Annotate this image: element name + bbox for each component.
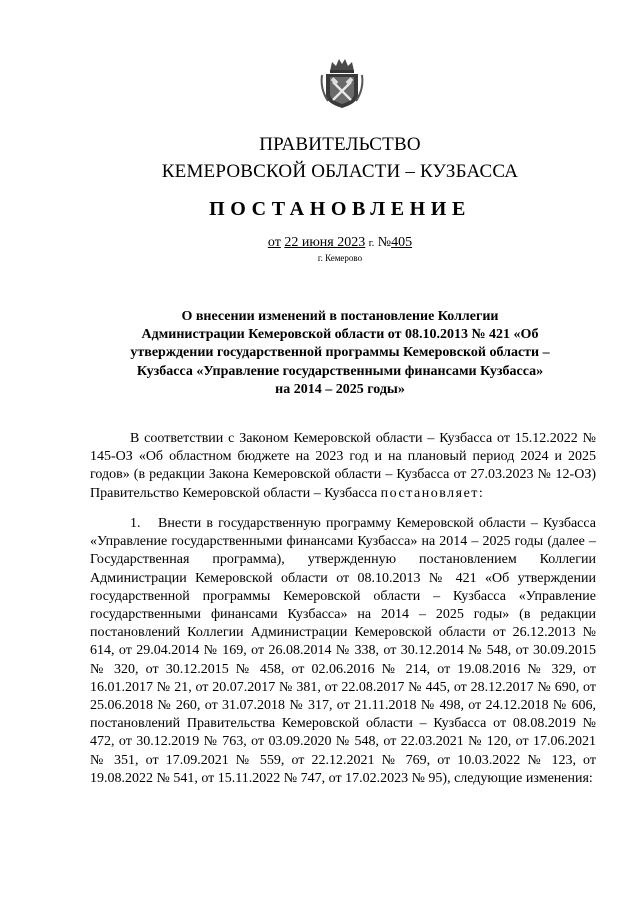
government-name-line2: КЕМЕРОВСКОЙ ОБЛАСТИ – КУЗБАССА <box>161 161 519 182</box>
document-title: О внесении изменений в постановление Коллегии Администрации Кемеровской области от 08.10.2013 № 421 «Об утверждении государственной программы Кемеровской области – Кузбасса «Управление государственными финансами Кузбасса» на 2014 – 2025 годы» <box>130 309 550 397</box>
government-name-line1: ПРАВИТЕЛЬСТВО <box>259 134 421 155</box>
document-type-heading: ПОСТАНОВЛЕНИЕ <box>209 198 471 220</box>
kuzbass-coat-of-arms-icon <box>316 55 368 109</box>
date-number-line <box>0 235 640 251</box>
item-number: 1. <box>130 516 141 531</box>
paragraph-preamble <box>90 430 596 503</box>
item-text: Внести в государственную программу Кемеровской области – Кузбасса «Управление государственными финансами Кузбасса» на 2014 – 2025 годы (далее – Государственная программа), утвержденную постановлением Коллегии Администрации Кемеровской области от 08.10.2013 № 421 «Об утверждении государственной программы Кемеровской области – Кузбасса «Управление государственными финансами Кузбасса» на 2014 – 2025 годы» (в редакции постановлений Коллегии Администрации Кемеровской области от 26.12.2013 № 614, от 29.04.2014 № 169, от 26.08.2014 № 338, от 30.12.2014 № 548, от 30.09.2015 № 320, от 30.12.2015 № 458, от 02.06.2016 № 214, от 19.08.2016 № 329, от 16.01.2017 № 21, от 20.07.2017 № 381, от 22.08.2017 № 445, от 28.12.2017 № 690, от 25.06.2018 № 260, от 31.07.2018 № 317, от 21.11.2018 № 498, от 24.12.2018 № 606, постановлений Правительства Кемеровской области – Кузбасса от 08.08.2019 № 472, от 30.12.2019 № 763, от 03.09.2020 № 548, от 22.03.2021 № 120, от 17.06.2021 № 351, от 17.09.2021 № 559, от 22.12.2021 № 769, от 10.03.2022 № 123, от 19.08.2022 № 541, от 15.11.2022 № 747, от 17.02.2023 № 95), следующие изменения: <box>90 516 596 786</box>
date-prefix: от <box>267 235 281 250</box>
resolves-word: постановляет: <box>380 485 485 501</box>
paragraph-item-1 <box>90 515 596 788</box>
year-suffix: г. <box>368 238 375 249</box>
preamble-text: В соответствии с Законом Кемеровской области – Кузбасса от 15.12.2022 № 145-ОЗ «Об областном бюджете на 2023 год и на плановый период 2024 и 2025 годов» (в редакции Закона Кемеровской области – Кузбасса от 27.03.2023 № 12-ОЗ) Правительство Кемеровской области – Кузбасса <box>90 431 596 501</box>
document-number: 405 <box>391 235 413 250</box>
document-date: 22 июня 2023 <box>284 235 366 250</box>
number-prefix: № <box>377 235 392 250</box>
city: г. Кемерово <box>317 253 363 263</box>
